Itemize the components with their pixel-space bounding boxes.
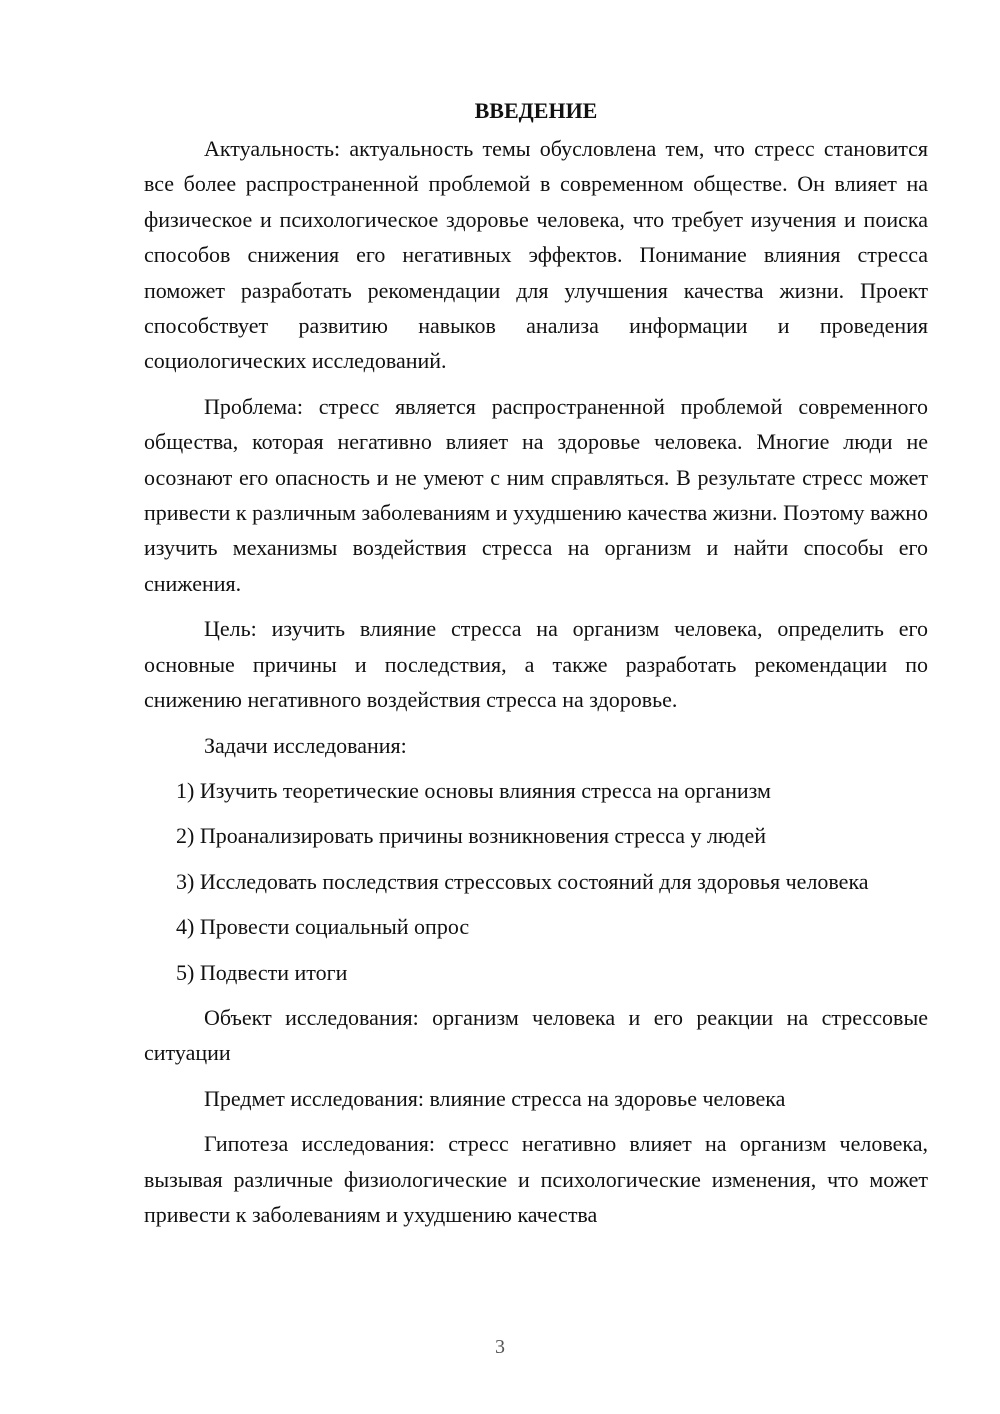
task-item: 3) Исследовать последствия стрессовых состояний для здоровья человека	[176, 868, 869, 894]
research-object-paragraph: Объект исследования: организм человека и его реакции на стрессовые ситуации	[144, 1004, 928, 1066]
task-item: 5) Подвести итоги	[176, 959, 348, 985]
tasks-heading: Задачи исследования:	[204, 732, 407, 758]
document-body	[144, 94, 928, 1242]
page-number: 3	[495, 1336, 505, 1358]
problem-paragraph: Проблема: стресс является распространенной проблемой современного общества, которая негативно влияет на здоровье человека. Многие люди не осознают его опасность и не умеют с ним справляться. В результате стресс может привести к различным заболеваниям и ухудшению качества жизни. Поэтому важно изучить механизмы воздействия стресса на организм и найти способы его снижения.	[144, 393, 928, 596]
task-item: 4) Провести социальный опрос	[176, 914, 470, 940]
hypothesis-paragraph: Гипотеза исследования: стресс негативно влияет на организм человека, вызывая различные физиологические и психологические изменения, что может привести к заболеваниям и ухудшению качества	[144, 1131, 928, 1227]
section-title: ВВЕДЕНИЕ	[474, 98, 598, 123]
research-subject-paragraph: Предмет исследования: влияние стресса на здоровье человека	[204, 1085, 786, 1111]
task-item: 2) Проанализировать причины возникновения стресса у людей	[176, 823, 766, 849]
relevance-paragraph: Актуальность: актуальность темы обусловлена тем, что стресс становится все более распространенной проблемой в современном обществе. Он влияет на физическое и психологическое здоровье человека, что требует изучения и поиска способов снижения его негативных эффектов. Понимание влияния стресса поможет разработать рекомендации для улучшения качества жизни. Проект способствует развитию навыков анализа информации и проведения социологических исследований.	[144, 136, 928, 374]
task-item: 1) Изучить теоретические основы влияния стресса на организм	[176, 777, 771, 803]
goal-paragraph: Цель: изучить влияние стресса на организм человека, определить его основные причины и последствия, а также разработать рекомендации по снижению негативного воздействия стресса на здоровье.	[144, 616, 928, 713]
